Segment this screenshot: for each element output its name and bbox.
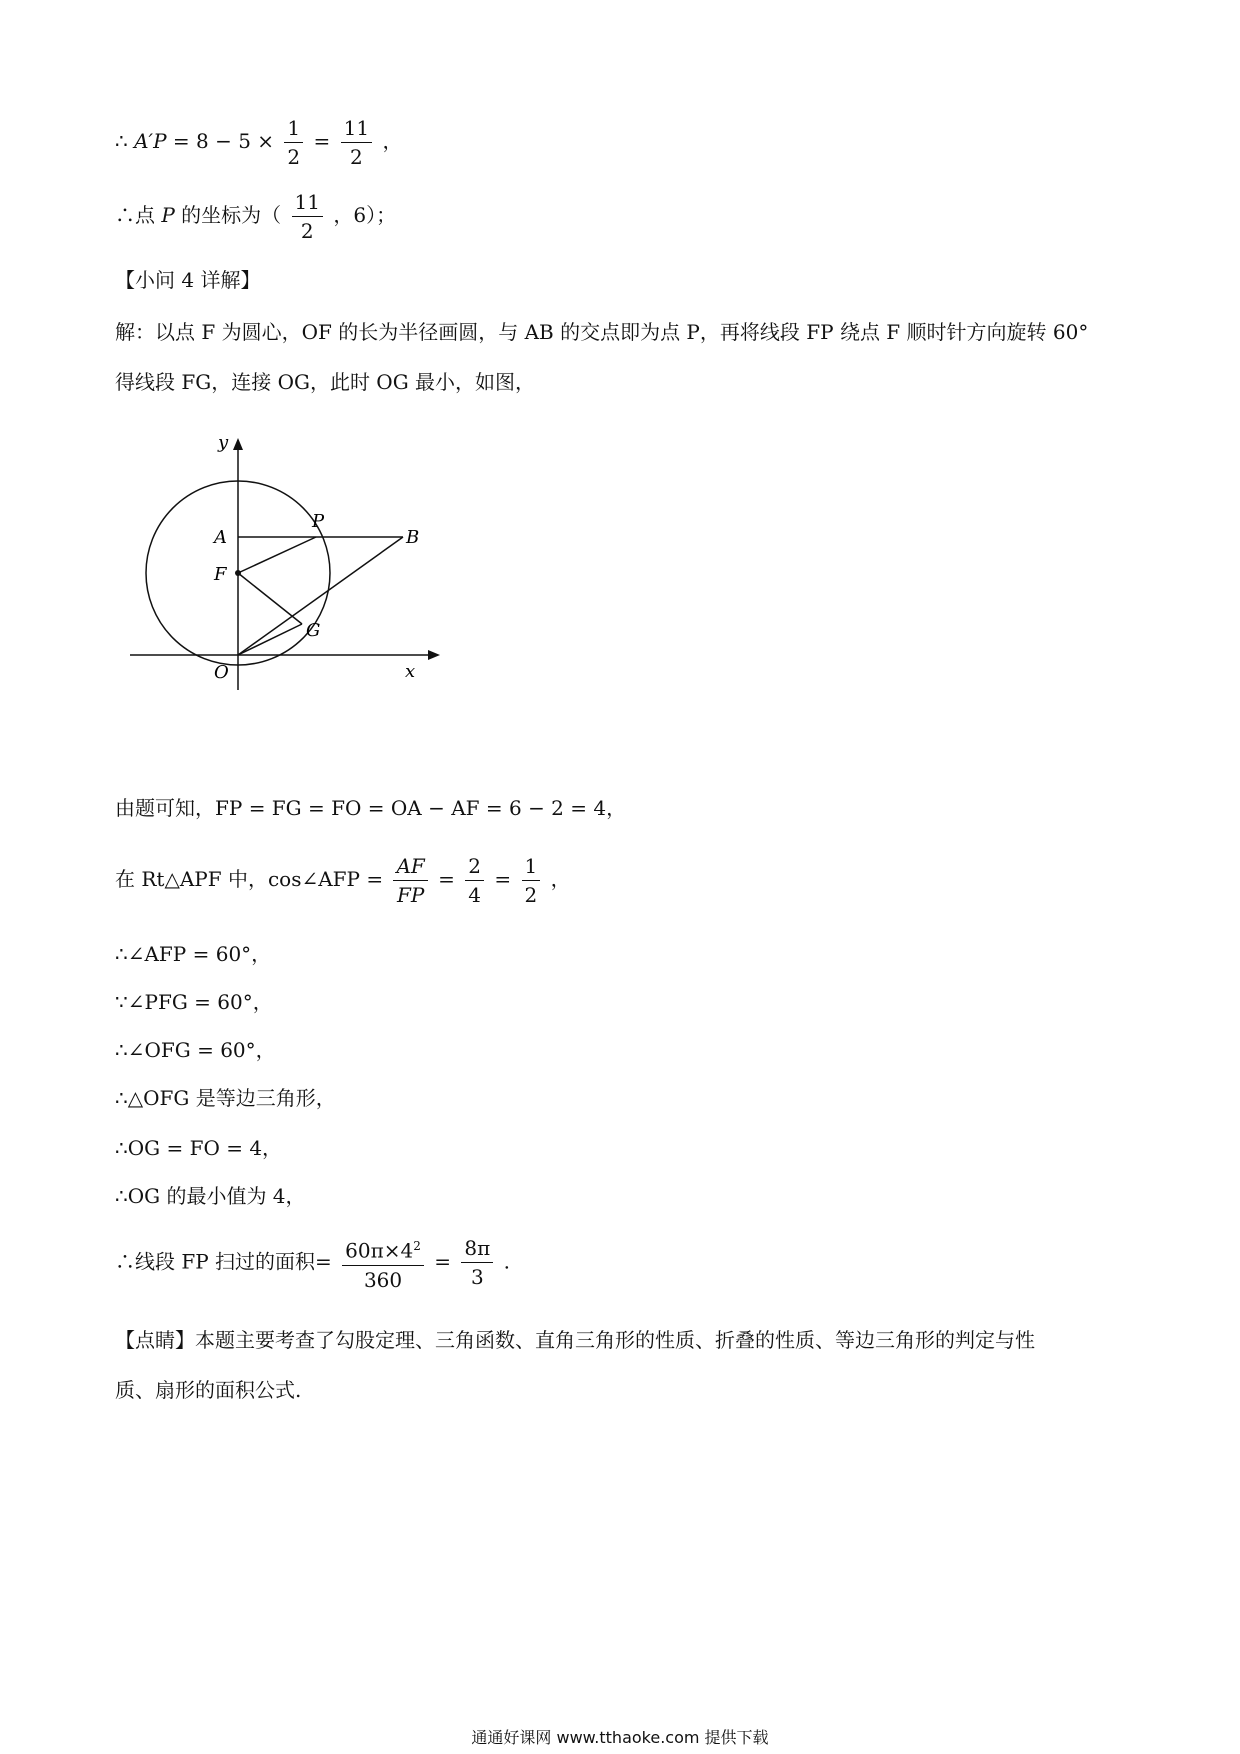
denominator: 360: [363, 1267, 403, 1292]
segment-fg: [238, 573, 302, 624]
denominator: 2: [300, 219, 314, 243]
text: 的坐标为（: [174, 203, 282, 227]
punct: ，: [382, 129, 403, 153]
numerator: 2: [465, 852, 484, 881]
sector-area: [115, 1232, 510, 1294]
punct: ，: [550, 867, 571, 891]
numerator-base: 60π×4: [345, 1238, 414, 1263]
text: ，6）；: [333, 203, 397, 227]
label-f: F: [214, 564, 227, 585]
numerator: 1: [522, 852, 541, 881]
equals: =: [438, 867, 462, 891]
denominator: 4: [468, 883, 482, 907]
text: ∴点: [115, 203, 162, 227]
segment-label: A′P: [134, 129, 167, 153]
fraction-half: [522, 852, 541, 909]
fraction-two-fourths: [465, 852, 484, 909]
label-y: y: [218, 432, 229, 453]
denominator: 2: [524, 883, 538, 907]
angle-afp: ∴∠AFP = 60°，: [115, 942, 272, 966]
label-p: P: [312, 511, 325, 532]
point-f-dot: [235, 570, 241, 576]
point-p-coordinates: [115, 188, 396, 245]
numerator: 8π: [461, 1234, 493, 1263]
cos-equation: [115, 852, 571, 909]
og-minimum: ∴OG 的最小值为 4，: [115, 1184, 306, 1208]
label-g: G: [306, 620, 321, 641]
y-axis-arrow: [233, 438, 243, 450]
footer-credit: 通通好课网 www.tthaoke.com 提供下载: [471, 1728, 769, 1747]
denominator: 3: [470, 1265, 484, 1290]
label-b: B: [406, 527, 420, 548]
numerator: 11: [292, 188, 323, 217]
og-equals-fo: ∴OG = FO = 4，: [115, 1136, 283, 1160]
numerator: AF: [393, 852, 427, 881]
geometry-figure: [110, 430, 450, 700]
fraction-eleven-halves: [292, 188, 323, 245]
expression: = 8 − 5 ×: [172, 129, 281, 153]
angle-pfg: ∵∠PFG = 60°，: [115, 990, 273, 1014]
equals: =: [494, 867, 518, 891]
equilateral-triangle: ∴△OFG 是等边三角形，: [115, 1086, 336, 1110]
x-axis-arrow: [428, 650, 440, 660]
fraction-area: [342, 1232, 424, 1294]
solution-line-1: 解：以点 F 为圆心，OF 的长为半径画圆，与 AB 的交点即为点 P，再将线段 FP 绕点 F 顺时针方向旋转 60°: [115, 320, 1089, 344]
equals: =: [313, 129, 337, 153]
fraction-eleven-halves: [341, 114, 372, 171]
therefore-symbol: ∴: [115, 129, 128, 153]
denominator: FP: [396, 883, 425, 907]
remark-line-1: 【点睛】本题主要考查了勾股定理、三角函数、直角三角形的性质、折叠的性质、等边三角形的判定与性: [115, 1328, 1035, 1352]
numerator: 1: [284, 114, 303, 143]
fraction-af-fp: [393, 852, 427, 909]
denominator: 2: [350, 145, 363, 169]
punct: .: [503, 1249, 510, 1274]
numerator: [342, 1232, 424, 1266]
label-a: A: [214, 527, 227, 548]
numerator: 11: [341, 114, 372, 143]
section-heading: 【小问 4 详解】: [115, 268, 261, 292]
equation-aprime-p: [115, 114, 402, 171]
denominator: 2: [287, 145, 301, 169]
equals: =: [434, 1249, 458, 1274]
derivation-fp: 由题可知，FP = FG = FO = OA − AF = 6 − 2 = 4，: [115, 796, 627, 820]
label-x: x: [405, 661, 416, 682]
point-label: P: [161, 203, 175, 227]
fraction-result: [461, 1234, 493, 1291]
text: ∴线段 FP 扫过的面积=: [115, 1249, 332, 1274]
segment-og: [238, 624, 302, 655]
fraction-half: [284, 114, 303, 171]
solution-line-2: 得线段 FG，连接 OG，此时 OG 最小，如图，: [115, 370, 536, 394]
exponent: 2: [413, 1239, 421, 1253]
segment-fp: [238, 537, 316, 573]
label-o: O: [214, 662, 229, 683]
segment-ob: [238, 537, 403, 655]
remark-line-2: 质、扇形的面积公式.: [115, 1378, 302, 1402]
angle-ofg: ∴∠OFG = 60°，: [115, 1038, 276, 1062]
text: 在 Rt△APF 中，cos∠AFP =: [115, 867, 390, 891]
